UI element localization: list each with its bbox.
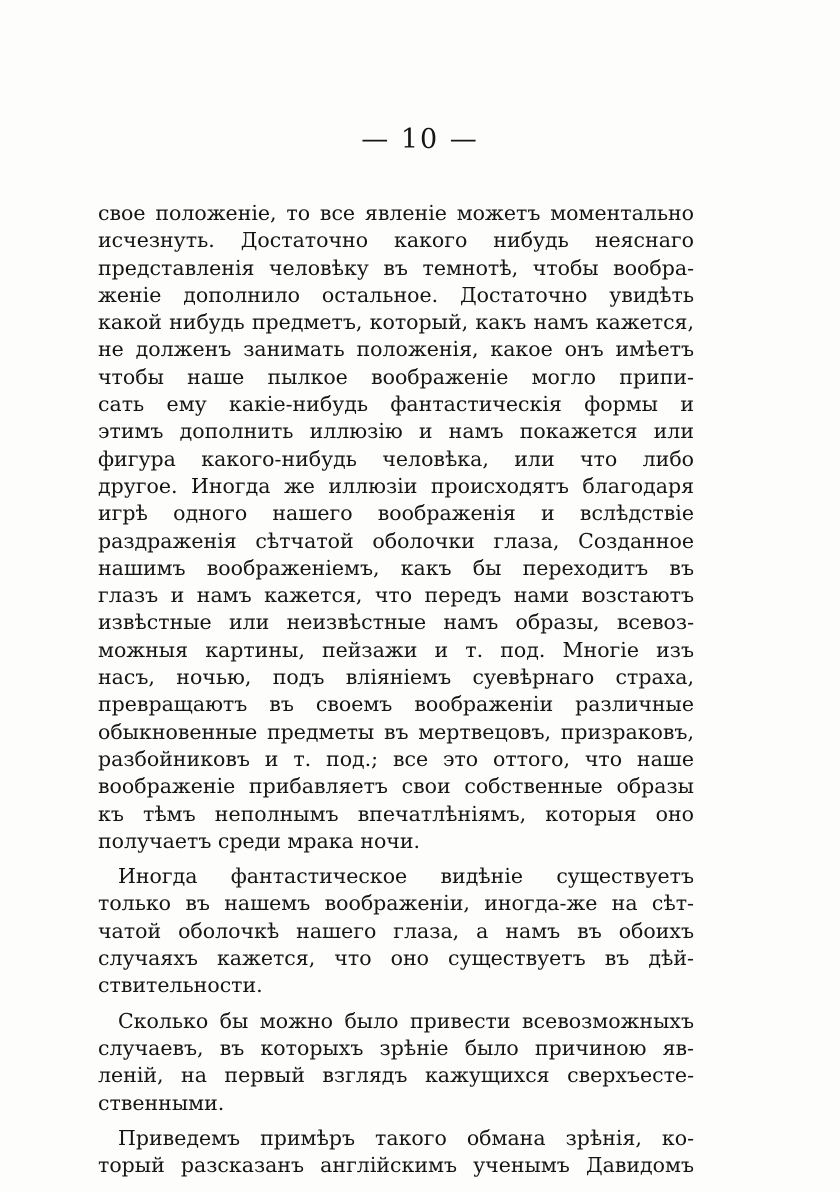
text-line: извѣстные или неизвѣстные намъ образы, всевоз- [98, 610, 694, 635]
text-line: случаяхъ кажется, что оно существуетъ въ дѣй- [98, 946, 694, 971]
text-line: представленія человѣку въ темнотѣ, чтобы вообра- [98, 255, 694, 280]
text-line: случаевъ, въ которыхъ зрѣніе было причиною яв- [98, 1035, 694, 1060]
text-line: обыкновенные предметы въ мертвецовъ, призраковъ, [98, 719, 694, 744]
text-line: превращаютъ въ своемъ воображеніи различные [98, 692, 694, 717]
text-line: леній, на первый взглядъ кажущихся сверхъесте- [98, 1063, 694, 1088]
text-line: свое положеніе, то все явленіе можетъ моментально [98, 201, 694, 225]
text-line: не долженъ занимать положенія, какое онъ имѣетъ [98, 337, 694, 362]
text-line: Приведемъ примѣръ такого обмана зрѣнія, ко- [118, 1125, 694, 1150]
text-line: ственными. [98, 1090, 225, 1115]
text-line: нашимъ воображеніемъ, какъ бы переходитъ въ [98, 555, 694, 580]
paragraph [98, 863, 694, 999]
text-line: исчезнуть. Достаточно какого нибудь неяснаго [98, 228, 694, 253]
text-line: раздраженія сѣтчатой оболочки глаза, Созданное [98, 528, 694, 553]
text-line: глазъ и намъ кажется, что передъ нами возстаютъ [98, 583, 694, 608]
text-line: игрѣ одного нашего воображенія и вслѣдствіе [98, 501, 694, 526]
page-number: — 10 — [361, 124, 479, 155]
text-line: фигура какого-нибудь человѣка, или что либо [98, 446, 694, 471]
text-line: какой нибудь предметъ, который, какъ намъ кажется, [98, 310, 694, 335]
text-line: къ тѣмъ неполнымъ впечатлѣніямъ, которыя оно [98, 801, 694, 826]
paragraph [98, 1008, 694, 1117]
text-line: только въ нашемъ воображеніи, иногда-же на сѣт- [98, 891, 694, 916]
paragraph [98, 1125, 694, 1180]
text-line: воображеніе прибавляетъ свои собственные образы [98, 774, 694, 799]
text-line: чтобы наше пылкое воображеніе могло припи- [98, 364, 694, 389]
text-line: торый разсказанъ англійскимъ ученымъ Давидомъ [98, 1153, 694, 1178]
text-line: другое. Иногда же иллюзіи происходятъ благодаря [98, 473, 694, 498]
text-line: разбойниковъ и т. под.; все это оттого, что наше [98, 746, 694, 771]
text-line: чатой оболочкѣ нашего глаза, а намъ въ обоихъ [98, 918, 694, 943]
text-line: получаетъ среди мрака ночи. [98, 828, 421, 853]
text-line: Сколько бы можно было привести всевозможныхъ [118, 1008, 694, 1033]
paragraph [98, 200, 694, 855]
body-text [98, 200, 694, 1187]
text-line: этимъ дополнить иллюзію и намъ покажется или [98, 419, 694, 444]
text-line: насъ, ночью, подъ вліяніемъ суевѣрнаго страха, [98, 665, 694, 690]
text-line: можныя картины, пейзажи и т. под. Многіе изъ [98, 637, 694, 662]
text-line: Иногда фантастическое видѣніе существуетъ [118, 864, 694, 889]
text-line: сать ему какіе-нибудь фантастическія формы и [98, 392, 694, 417]
text-line: женіе дополнило остальное. Достаточно увидѣть [98, 282, 694, 307]
text-line: ствительности. [98, 973, 263, 998]
